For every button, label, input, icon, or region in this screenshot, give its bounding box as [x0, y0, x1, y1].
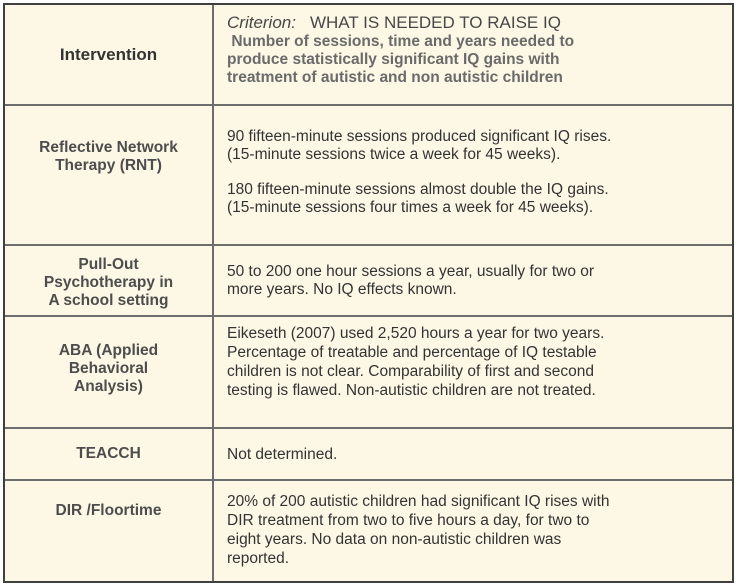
- interventions-table: [3, 3, 734, 583]
- text-line: 90 fifteen-minute sessions produced significant IQ rises.: [227, 128, 612, 145]
- text-line: reported.: [227, 550, 290, 567]
- criterion-description: [227, 33, 726, 87]
- criterion-cell: [227, 492, 726, 581]
- intervention-name-text: [59, 342, 158, 396]
- criterion-cell: [227, 446, 726, 479]
- text-line: children is not clear. Comparability of first and second: [227, 363, 595, 380]
- name-line: ABA (Applied: [58, 342, 159, 359]
- table-row: [5, 481, 732, 581]
- criterion-cell: [227, 324, 726, 427]
- criterion-cell: [227, 128, 726, 244]
- text-line: testing is flawed. Non-autistic children are not treated.: [227, 382, 596, 399]
- intervention-name: [5, 481, 214, 581]
- name-line: Behavioral: [68, 360, 149, 377]
- name-line: DIR /Floortime: [55, 502, 162, 519]
- paragraph: [227, 492, 726, 568]
- text-line: (15-minute sessions twice a week for 45 weeks).: [227, 146, 561, 163]
- criterion-column-header: [227, 13, 726, 104]
- text-line: 180 fifteen-minute sessions almost double the IQ gains.: [227, 181, 609, 198]
- table-row: [5, 246, 732, 317]
- text-line: (15-minute sessions four times a week for 45 weeks).: [227, 199, 594, 216]
- intervention-name: [5, 106, 214, 244]
- paragraph: [227, 181, 726, 217]
- text-line: 20% of 200 autistic children had significant IQ rises with: [227, 493, 610, 510]
- text-line: DIR treatment from two to five hours a day, for two to: [227, 512, 590, 529]
- criterion-label: Criterion:: [227, 13, 296, 32]
- description-line: produce statistically significant IQ gains with: [227, 51, 560, 68]
- name-line: Pull-Out: [78, 255, 139, 273]
- name-line: Psychotherapy in: [43, 273, 174, 291]
- intervention-name: [5, 246, 214, 315]
- text-line: 50 to 200 one hour sessions a year, usually for two or: [227, 263, 595, 280]
- criterion-heading: WHAT IS NEEDED TO RAISE IQ: [309, 13, 561, 32]
- name-line: TEACCH: [76, 445, 141, 462]
- name-line: Therapy (RNT): [55, 157, 162, 174]
- paragraph: [227, 324, 726, 400]
- criterion-title: [227, 13, 726, 33]
- name-line: Reflective Network: [39, 139, 178, 156]
- table-header-row: [5, 5, 732, 106]
- table-row: [5, 106, 732, 246]
- text-line: more years. No IQ effects known.: [227, 281, 457, 298]
- intervention-column-header: [5, 5, 214, 104]
- name-line: Analysis): [74, 378, 143, 395]
- table-row: [5, 429, 732, 481]
- header-col1-text: Intervention: [59, 44, 158, 64]
- description-line: Number of sessions, time and years needed to: [231, 33, 575, 50]
- text-line: eight years. No data on non-autistic children was: [227, 531, 562, 548]
- paragraph: [227, 446, 726, 464]
- intervention-name-text: [44, 256, 173, 310]
- table-row: [5, 317, 732, 429]
- paragraph: [227, 263, 726, 299]
- intervention-name-text: [39, 139, 178, 175]
- paragraph: [227, 128, 726, 164]
- text-line: Not determined.: [227, 446, 338, 463]
- name-line: A school setting: [48, 291, 169, 309]
- text-line: Percentage of treatable and percentage of IQ testable: [227, 344, 597, 361]
- text-line: Eikeseth (2007) used 2,520 hours a year for two years.: [227, 325, 605, 342]
- intervention-name: [5, 317, 214, 427]
- description-line: treatment of autistic and non autistic children: [227, 69, 563, 86]
- criterion-cell: [227, 263, 726, 315]
- intervention-name: [5, 429, 214, 479]
